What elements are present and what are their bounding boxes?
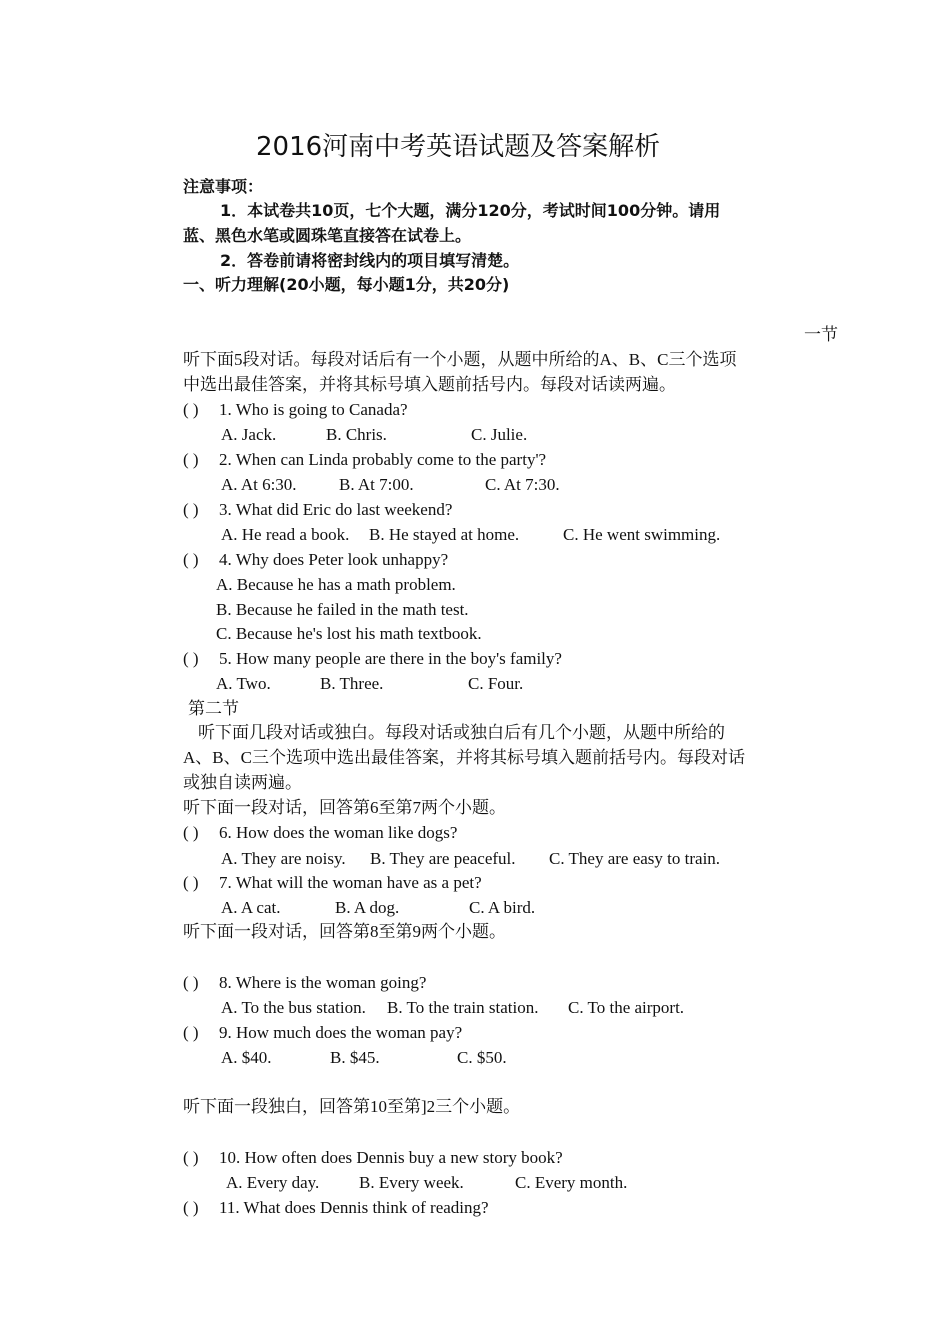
question-5: 5. How many people are there in the boy's family?: [219, 649, 562, 668]
part-2-label: 第二节: [188, 699, 239, 718]
question-7: 7. What will the woman have as a pet?: [219, 873, 482, 892]
answer-bracket[interactable]: ( ): [183, 873, 199, 892]
q8-option-c: C. To the airport.: [568, 998, 685, 1017]
q8-option-b: B. To the train station.: [387, 998, 539, 1017]
q3-option-a: A. He read a book.: [221, 525, 350, 544]
q5-option-a: A. Two.: [216, 674, 271, 693]
q7-option-c: C. A bird.: [469, 898, 536, 917]
q3-option-b: B. He stayed at home.: [369, 525, 520, 544]
part-1-instructions-line-1: 听下面5段对话。每段对话后有一个小题，从题中所给的A、B、C三个选项: [183, 350, 737, 369]
question-11: 11. What does Dennis think of reading?: [219, 1198, 489, 1217]
question-8: 8. Where is the woman going?: [219, 973, 427, 992]
notice-item-1-line-2: 蓝、黑色水笔或圆珠笔直接答在试卷上。: [183, 226, 472, 245]
part-2-instructions-line-1: 听下面几段对话或独白。每段对话或独白后有几个小题，从题中所给的: [198, 723, 725, 742]
notice-item-2: 2．答卷前请将密封线内的项目填写清楚。: [220, 251, 520, 270]
answer-bracket[interactable]: ( ): [183, 1198, 199, 1217]
answer-bracket[interactable]: ( ): [183, 823, 199, 842]
q1-option-b: B. Chris.: [326, 425, 387, 444]
question-10: 10. How often does Dennis buy a new story book?: [219, 1148, 563, 1167]
q4-option-c: C. Because he's lost his math textbook.: [216, 624, 482, 643]
q2-option-a: A. At 6:30.: [221, 475, 297, 494]
answer-bracket[interactable]: ( ): [183, 649, 199, 668]
part-1-instructions-line-2: 中选出最佳答案，并将其标号填入题前括号内。每段对话读两遍。: [183, 375, 676, 394]
question-6: 6. How does the woman like dogs?: [219, 823, 458, 842]
answer-bracket[interactable]: ( ): [183, 973, 199, 992]
q9-option-b: B. $45.: [330, 1048, 380, 1067]
section-1-heading: 一、听力理解(20小题，每小题1分，共20分): [183, 275, 510, 294]
group-10-12-instructions: 听下面一段独白，回答第10至第]2三个小题。: [183, 1097, 521, 1116]
q4-option-a: A. Because he has a math problem.: [216, 575, 456, 594]
notice-heading: 注意事项：: [183, 177, 264, 196]
question-1: 1. Who is going to Canada?: [219, 400, 408, 419]
q5-option-c: C. Four.: [468, 674, 524, 693]
part-2-instructions-line-3: 或独自读两遍。: [183, 773, 302, 792]
group-8-9-instructions: 听下面一段对话，回答第8至第9两个小题。: [183, 922, 506, 941]
part-1-label: 一节: [804, 325, 838, 344]
q9-option-c: C. $50.: [457, 1048, 507, 1067]
answer-bracket[interactable]: ( ): [183, 1023, 199, 1042]
answer-bracket[interactable]: ( ): [183, 450, 199, 469]
answer-bracket[interactable]: ( ): [183, 1148, 199, 1167]
q5-option-b: B. Three.: [320, 674, 384, 693]
q3-option-c: C. He went swimming.: [563, 525, 721, 544]
q6-option-c: C. They are easy to train.: [549, 849, 721, 868]
question-3: 3. What did Eric do last weekend?: [219, 500, 453, 519]
answer-bracket[interactable]: ( ): [183, 500, 199, 519]
q8-option-a: A. To the bus station.: [221, 998, 366, 1017]
q6-option-b: B. They are peaceful.: [370, 849, 516, 868]
answer-bracket[interactable]: ( ): [183, 550, 199, 569]
page-title: 2016河南中考英语试题及答案解析: [256, 132, 661, 162]
q7-option-b: B. A dog.: [335, 898, 400, 917]
q1-option-c: C. Julie.: [471, 425, 528, 444]
question-2: 2. When can Linda probably come to the party'?: [219, 450, 547, 469]
q6-option-a: A. They are noisy.: [221, 849, 346, 868]
q2-option-c: C. At 7:30.: [485, 475, 560, 494]
notice-item-1-line-1: 1．本试卷共10页，七个大题，满分120分，考试时间100分钟。请用: [220, 201, 721, 220]
part-2-instructions-line-2: A、B、C三个选项中选出最佳答案，并将其标号填入题前括号内。每段对话: [183, 748, 745, 767]
q9-option-a: A. $40.: [221, 1048, 272, 1067]
group-6-7-instructions: 听下面一段对话，回答第6至第7两个小题。: [183, 798, 506, 817]
answer-bracket[interactable]: ( ): [183, 400, 199, 419]
q4-option-b: B. Because he failed in the math test.: [216, 600, 469, 619]
question-9: 9. How much does the woman pay?: [219, 1023, 463, 1042]
q10-option-b: B. Every week.: [359, 1173, 464, 1192]
q7-option-a: A. A cat.: [221, 898, 281, 917]
q2-option-b: B. At 7:00.: [339, 475, 414, 494]
q10-option-a: A. Every day.: [226, 1173, 320, 1192]
q1-option-a: A. Jack.: [221, 425, 277, 444]
q10-option-c: C. Every month.: [515, 1173, 628, 1192]
question-4: 4. Why does Peter look unhappy?: [219, 550, 449, 569]
